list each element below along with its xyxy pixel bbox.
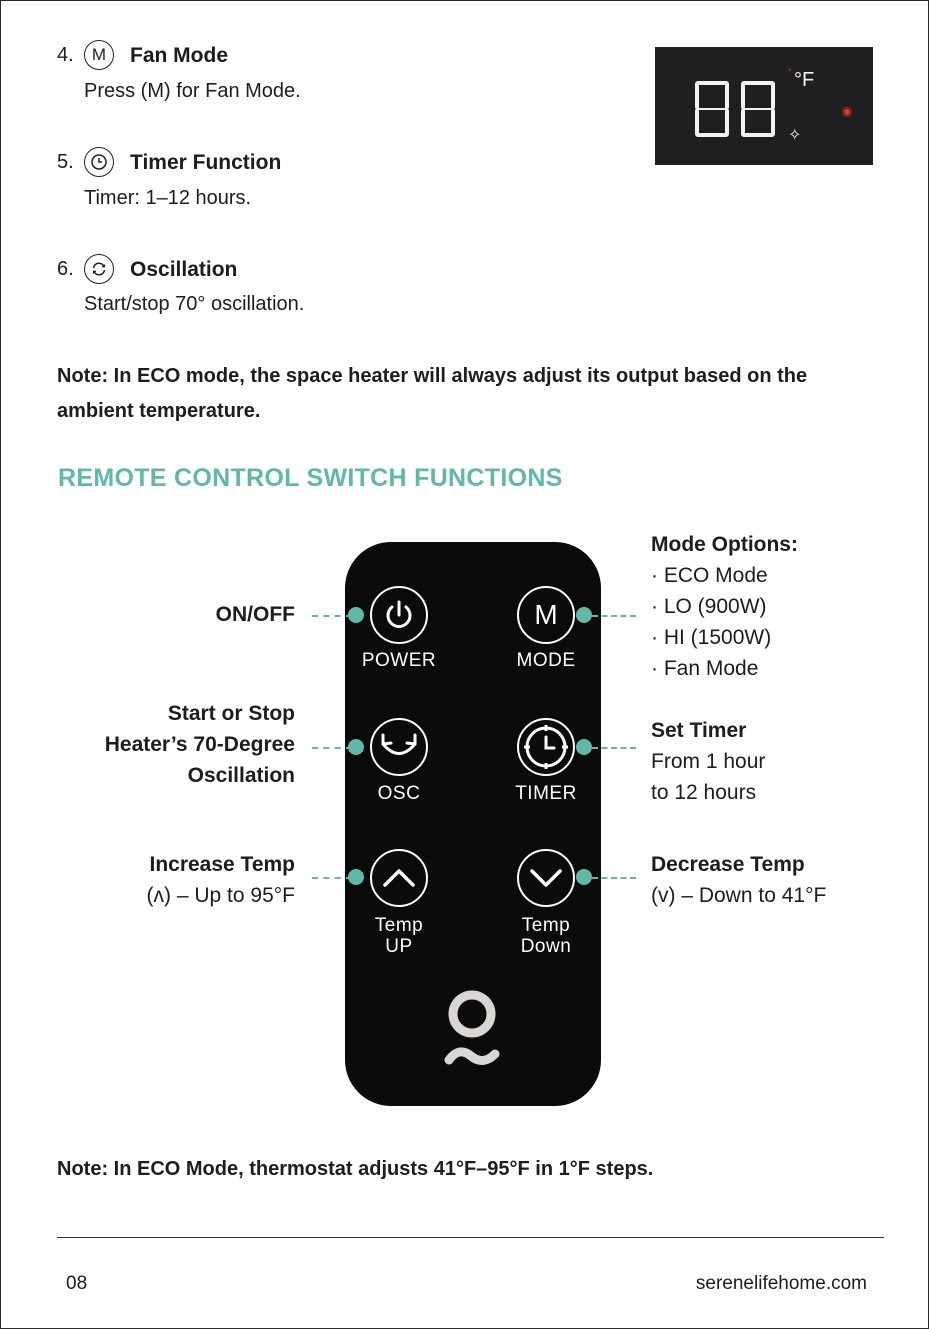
- mode-icon-glyph: M: [91, 45, 107, 64]
- on-off-callout: ON/OFF: [215, 603, 295, 626]
- mode-option-item: · LO (900W): [651, 595, 767, 618]
- feature-title: Timer Function: [130, 151, 282, 174]
- lcd-digit-segment: [741, 81, 775, 110]
- callout-dot: [348, 607, 364, 623]
- feature-number: 4.: [57, 44, 74, 66]
- page-number: 08: [66, 1273, 88, 1294]
- osc-callout: [40, 698, 295, 791]
- callout-dot: [576, 869, 592, 885]
- eco-thermostat-note: [57, 1152, 877, 1187]
- timer-button[interactable]: [517, 718, 575, 776]
- osc-button[interactable]: [370, 718, 428, 776]
- increase-temp-title: Increase Temp: [149, 853, 295, 876]
- feature-number: 5.: [57, 151, 74, 173]
- eco-note: [57, 359, 877, 429]
- note-text: In ECO mode, the space heater will always adjust its output based on the ambient temperature.: [57, 365, 808, 422]
- temp-up-label-line: UP: [385, 936, 413, 957]
- decrease-temp-title: Decrease Temp: [651, 853, 805, 876]
- chevron-down-icon: [526, 863, 566, 893]
- lcd-digit-segment: [741, 108, 775, 137]
- fahrenheit-unit: °F: [794, 69, 815, 91]
- temp-down-label-line: Temp: [521, 915, 571, 936]
- lcd-digit-segment: [695, 108, 729, 137]
- leader-line: [312, 747, 352, 749]
- osc-callout-line: Heater’s 70-Degree: [104, 733, 295, 756]
- website-link[interactable]: serenelifehome.com: [695, 1273, 867, 1294]
- leader-line: [592, 747, 636, 749]
- mode-options-title: Mode Options:: [651, 533, 798, 556]
- mode-icon: [84, 40, 114, 70]
- decrease-temp-desc: (v) – Down to 41°F: [651, 884, 827, 907]
- increase-temp-desc: (ʌ) – Up to 95°F: [146, 884, 295, 907]
- leader-line: [592, 877, 636, 879]
- lcd-digit-segment: [695, 81, 729, 110]
- power-button[interactable]: [370, 586, 428, 644]
- remote-control: [345, 542, 601, 1106]
- brand-logo-icon: [443, 986, 503, 1072]
- mode-option-item: · ECO Mode: [651, 564, 768, 587]
- temp-down-label: [486, 915, 606, 957]
- power-icon: [381, 597, 417, 633]
- clock-icon: [84, 147, 114, 177]
- mode-options-callout: [651, 529, 891, 684]
- mode-label: MODE: [516, 650, 576, 671]
- heat-indicator-icon: ◉: [842, 104, 853, 118]
- set-timer-line: From 1 hour: [651, 750, 766, 773]
- mode-option-item: · Fan Mode: [651, 657, 759, 680]
- increase-temp-callout: [40, 849, 295, 911]
- mode-icon: M: [534, 599, 558, 630]
- mode-button[interactable]: [517, 586, 575, 644]
- clock-icon-svg: [90, 153, 108, 171]
- footer-divider: [57, 1237, 884, 1238]
- callout-dot: [576, 739, 592, 755]
- note-lead: Note:: [57, 1158, 109, 1180]
- note-text: In ECO Mode, thermostat adjusts 41°F–95°F in 1°F steps.: [108, 1158, 654, 1180]
- temp-up-label: [339, 915, 459, 957]
- osc-callout-line: Oscillation: [187, 764, 295, 787]
- decrease-temp-callout: [651, 849, 911, 911]
- temp-up-button[interactable]: [370, 849, 428, 907]
- mode-option-item: · HI (1500W): [651, 626, 772, 649]
- timer-icon: [522, 723, 570, 771]
- leader-line: [312, 877, 352, 879]
- power-label: POWER: [361, 650, 437, 671]
- set-timer-line: to 12 hours: [651, 781, 757, 804]
- chevron-up-icon: [379, 863, 419, 893]
- feature-desc: Press (M) for Fan Mode.: [84, 80, 301, 102]
- feature-title: Oscillation: [130, 258, 238, 281]
- osc-label: OSC: [377, 783, 421, 804]
- feature-desc: Start/stop 70° oscillation.: [84, 293, 305, 315]
- oscillation-icon-svg: [90, 260, 108, 278]
- callout-dot: [348, 869, 364, 885]
- oscillation-icon: [84, 254, 114, 284]
- section-title: REMOTE CONTROL SWITCH FUNCTIONS: [58, 464, 563, 492]
- set-timer-callout: [651, 715, 891, 808]
- set-timer-title: Set Timer: [651, 719, 747, 742]
- osc-callout-line: Start or Stop: [167, 702, 295, 725]
- feature-desc: Timer: 1–12 hours.: [84, 187, 252, 209]
- note-lead: Note:: [57, 365, 109, 387]
- temp-up-label-line: Temp: [374, 915, 424, 936]
- feature-title: Fan Mode: [130, 44, 228, 67]
- temp-down-label-line: Down: [520, 936, 572, 957]
- leader-line: [312, 615, 352, 617]
- fan-indicator-icon: ✧: [788, 127, 802, 144]
- callout-dot: [576, 607, 592, 623]
- callout-dot: [348, 739, 364, 755]
- timer-label: TIMER: [515, 783, 577, 804]
- oscillation-icon: [377, 729, 421, 765]
- feature-number: 6.: [57, 258, 74, 280]
- lcd-display: [655, 47, 873, 165]
- leader-line: [592, 615, 636, 617]
- temp-down-button[interactable]: [517, 849, 575, 907]
- degree-dot: °: [788, 67, 792, 77]
